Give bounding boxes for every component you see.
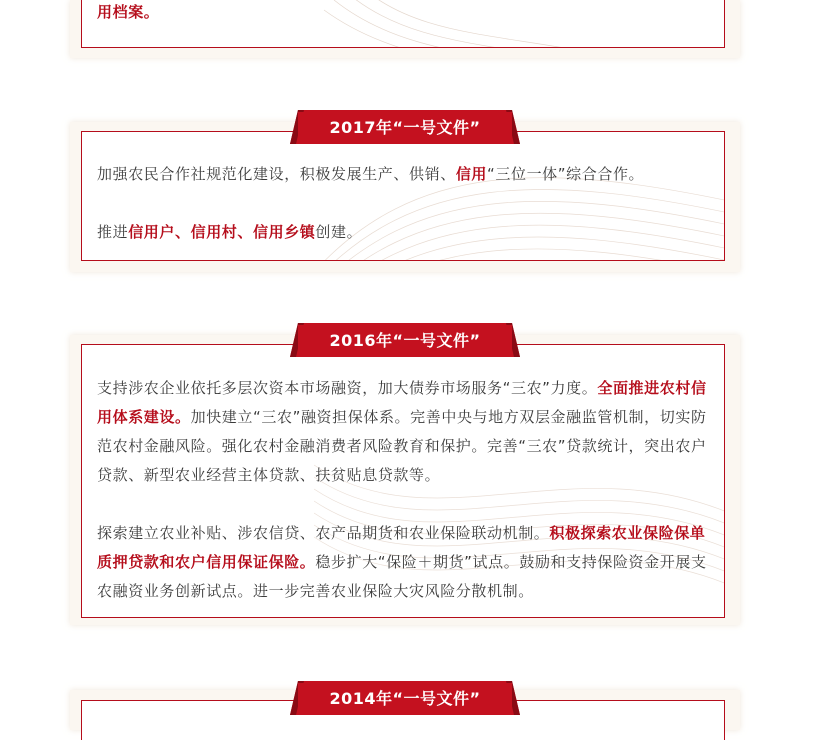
- paragraph-text: 探索建立农业补贴、涉农信贷、农产品期货和农业保险联动机制。: [97, 524, 550, 542]
- paragraph-1: [97, 374, 713, 490]
- banner-title: 2017年“一号文件”: [329, 118, 481, 137]
- policy-card-previous: [81, 0, 725, 48]
- banner-title: 2014年“一号文件”: [329, 689, 481, 708]
- year-banner-2017: [290, 110, 520, 144]
- paragraph-text: 推进: [97, 223, 129, 241]
- paragraph-2: [97, 519, 713, 606]
- paragraph-text: 加强农民合作社规范化建设，积极发展生产、供销、: [97, 165, 456, 183]
- highlight-text: 用档案。: [97, 3, 160, 21]
- highlight-text: 信用: [455, 165, 488, 183]
- highlight-text: 积极探索农业保险保单质押贷款和农户信用保证保险。: [97, 524, 706, 571]
- policy-card-2016: [81, 344, 725, 618]
- paragraph-1: [97, 160, 644, 189]
- policy-card-2017: [81, 131, 725, 261]
- card-text: [97, 0, 159, 27]
- paragraph-text: 支持涉农企业依托多层次资本市场融资，加大债券市场服务“三农”力度。: [97, 379, 598, 397]
- paragraph-text: “三位一体”综合合作。: [487, 165, 645, 183]
- paragraph-2: [97, 218, 362, 247]
- decorative-wave-lines: [314, 131, 725, 261]
- banner-title: 2016年“一号文件”: [329, 331, 481, 350]
- year-banner-2014: [290, 681, 520, 715]
- paragraph-text: 稳步扩大“保险＋期货”试点。鼓励和支持保险资金开展支农融资业务创新试点。进一步完善农业保险大灾风险分散机制。: [97, 553, 707, 600]
- decorative-wave-lines: [314, 0, 725, 48]
- paragraph-text: 加快建立“三农”融资担保体系。完善中央与地方双层金融监管机制，切实防范农村金融风险。强化农村金融消费者风险教育和保护。完善“三农”贷款统计，突出农户贷款、新型农业经营主体贷款、扶贫贴息贷款等。: [97, 408, 707, 484]
- year-banner-2016: [290, 323, 520, 357]
- highlight-text: 全面推进农村信用体系建设。: [97, 379, 707, 426]
- paragraph-text: 创建。: [315, 223, 363, 241]
- highlight-text: 信用户、信用村、信用乡镇: [128, 223, 316, 241]
